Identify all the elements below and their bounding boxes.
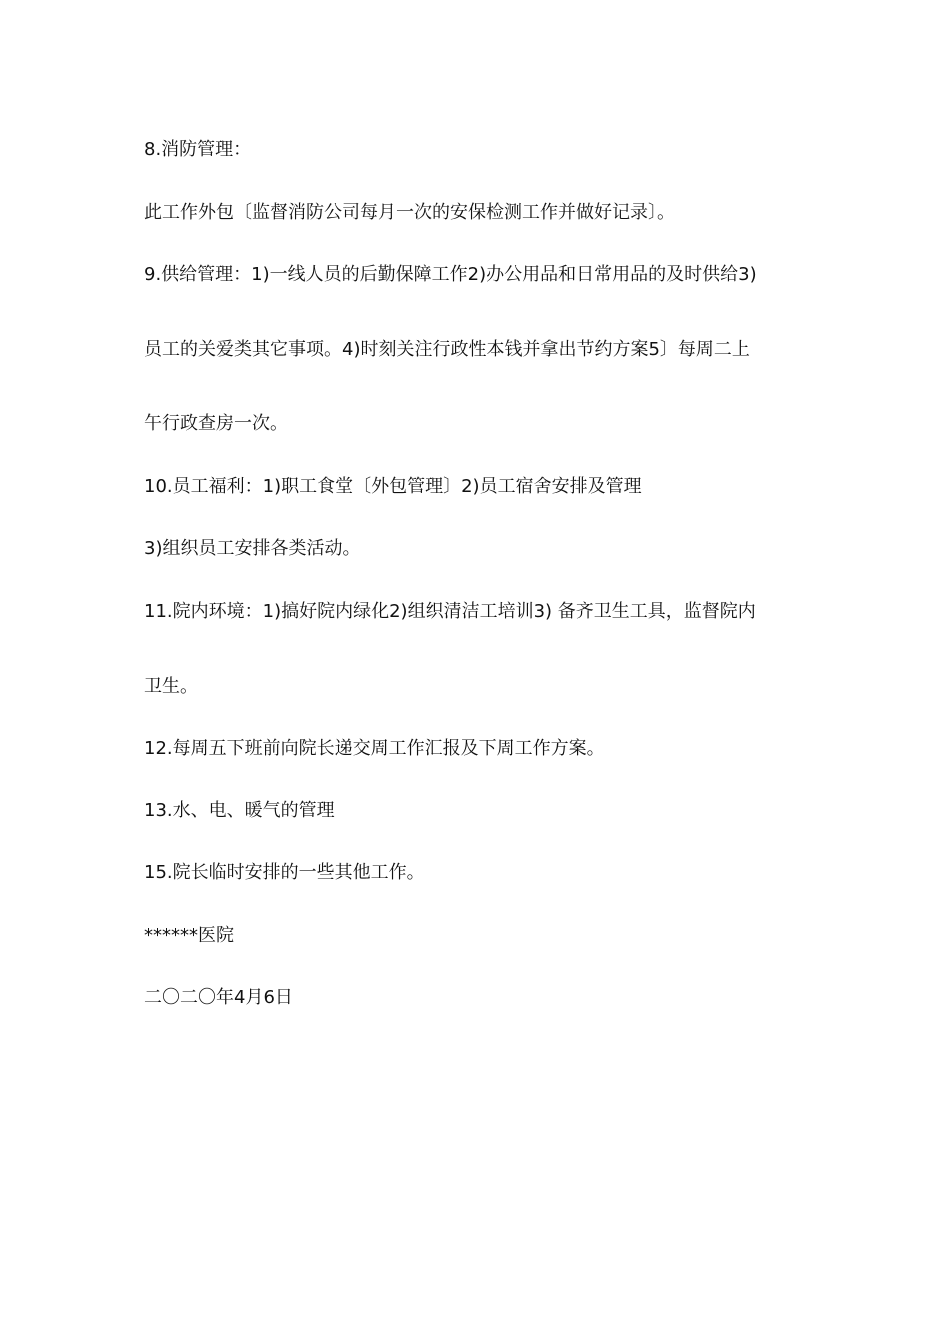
section-11-line-2: 卫生。 (144, 676, 198, 697)
section-11-line-1: 11.院内环境：1)搞好院内绿化2)组织清洁工培训3) 备齐卫生工具，监督院内 (144, 601, 756, 622)
signature-organization: ******医院 (144, 925, 234, 946)
section-10-line-2: 3)组织员工安排各类活动。 (144, 538, 361, 559)
section-13-text: 13.水、电、暖气的管理 (144, 800, 335, 821)
section-8-text: 此工作外包〔监督消防公司每月一次的安保检测工作并做好记录〕。 (144, 202, 675, 223)
section-15-text: 15.院长临时安排的一些其他工作。 (144, 862, 425, 883)
section-9-line-3: 午行政查房一次。 (144, 413, 288, 434)
section-10-line-1: 10.员工福利：1)职工食堂〔外包管理〕2)员工宿舍安排及管理 (144, 476, 642, 497)
section-9-line-2: 员工的关爱类其它事项。4)时刻关注行政性本钱并拿出节约方案5〕每周二上 (144, 339, 750, 360)
section-9-line-1: 9.供给管理：1)一线人员的后勤保障工作2)办公用品和日常用品的及时供给3) (144, 264, 757, 285)
signature-date: 二〇二〇年4月6日 (144, 987, 293, 1008)
section-12-text: 12.每周五下班前向院长递交周工作汇报及下周工作方案。 (144, 738, 605, 759)
section-8-heading: 8.消防管理： (144, 139, 252, 160)
